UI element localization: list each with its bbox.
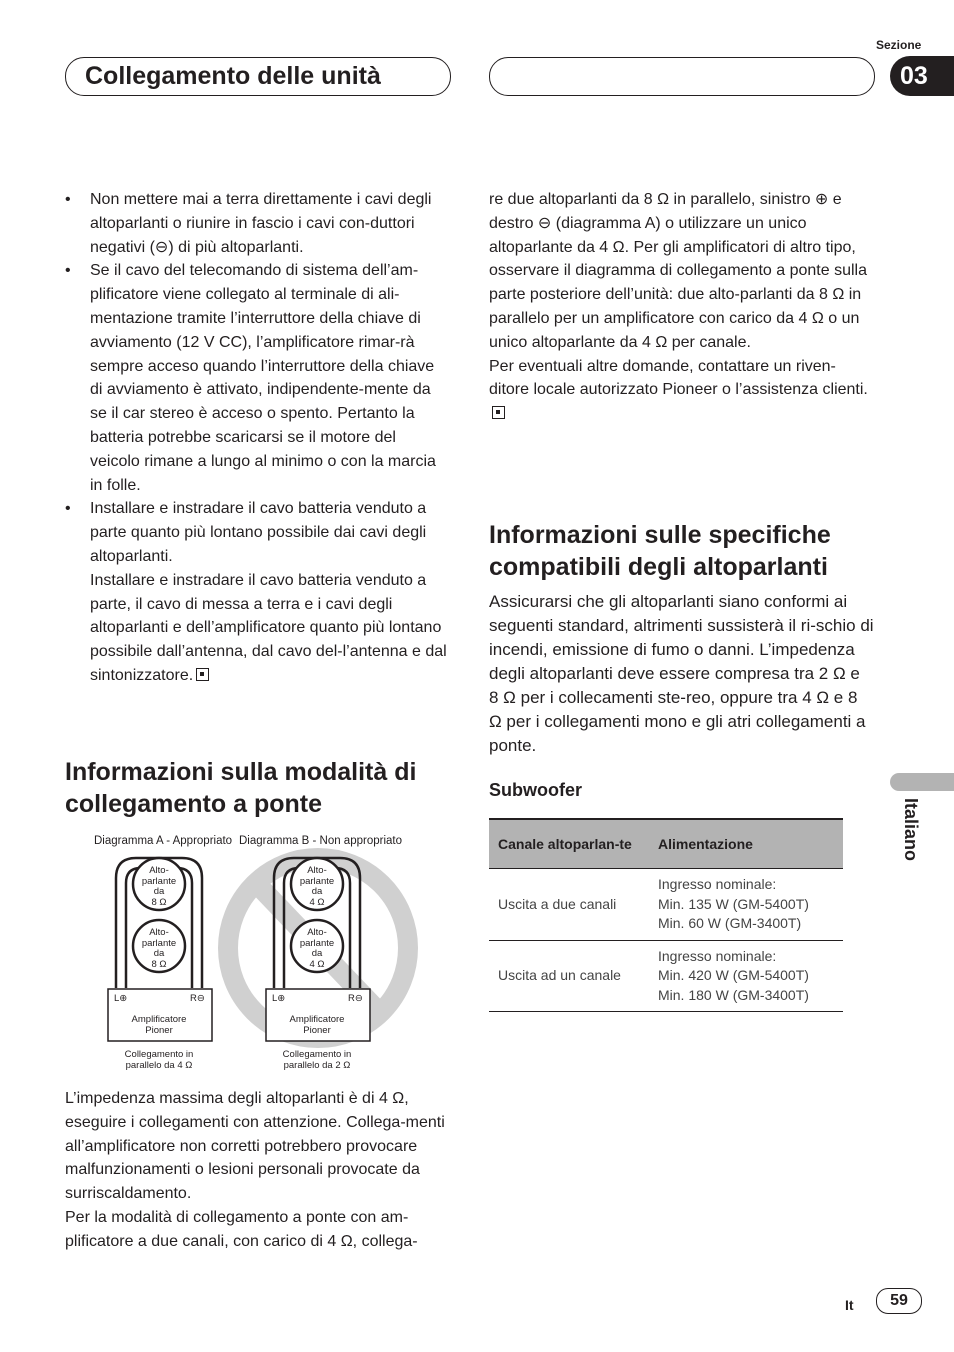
power-line: Min. 420 W (GM-5400T) — [658, 967, 809, 983]
language-tab — [890, 773, 954, 791]
paragraph: L’impedenza massima degli altoparlanti è di 4 Ω, eseguire i collegamenti con attenzione. Collega-menti all’amplificatore non corretti potrebbero provocare malfunzionamenti o lesioni personali provocate da surriscaldamento. — [65, 1090, 445, 1203]
terminal-right: R⊖ — [190, 993, 205, 1004]
table-header-row — [489, 819, 843, 869]
end-mark-icon — [196, 668, 209, 681]
table-row — [489, 940, 843, 1012]
speaker-label: Alto- — [307, 865, 327, 876]
terminal-right: R⊖ — [348, 993, 363, 1004]
power-cell — [649, 940, 843, 1012]
speaker-ohm: 8 Ω — [151, 959, 167, 970]
list-item: • Installare e instradare il cavo batteria venduto a parte quanto più lontano possibile dai cavi degli altoparlanti. Installare e instradare il cavo batteria venduto a parte, il cavo di messa a terra e i cavi degli altoparlanti e dell’amplificatore quanto più lontano possibile dall’antenna, dal cavo del-l’antenna e dal sintonizzatore. — [65, 500, 447, 684]
power-line: Min. 60 W (GM-3400T) — [658, 915, 802, 931]
bullet-text: Installare e instradare il cavo batteria venduto a parte quanto più lontano possibile dai cavi degli altoparlanti. — [90, 500, 427, 565]
header-empty-frame — [489, 57, 875, 96]
bridge-diagram — [86, 828, 426, 1076]
amp-label: Amplificatore — [289, 1014, 345, 1025]
terminal-left: L⊕ — [114, 993, 128, 1004]
list-item: • Se il cavo del telecomando di sistema dell’am-plificatore viene collegato al terminale di ali-mentazione tramite l’interruttore della chiave di avviamento (12 V CC), l’amplificatore rimar-rà sempre acceso quando l’interruttore della chiave di avviamento è attivato, indipendente-mente da se il car stereo è acceso o spento. Pertanto la batteria potrebbe scaricarsi se il motore del veicolo rimane a lungo al minimo o con la marcia in folle. — [65, 262, 436, 494]
speaker-ohm: 4 Ω — [309, 897, 325, 908]
speaker-label: Alto- — [149, 927, 169, 938]
paragraph: Per la modalità di collegamento a ponte con am-plificatore a due canali, con carico di 4 Ω, collega- — [65, 1208, 418, 1250]
chapter-title: Collegamento delle unità — [85, 62, 381, 90]
table-row — [489, 869, 843, 941]
amp-label: Pioner — [303, 1025, 331, 1036]
diagram-a-caption: parallelo da 4 Ω — [125, 1060, 193, 1071]
warning-list — [65, 188, 450, 688]
speaker-spec-heading: Informazioni sulle specifiche compatibili degli altoparlanti — [489, 521, 831, 581]
speaker-label: da — [153, 886, 165, 897]
power-line: Ingresso nominale: — [658, 876, 777, 892]
bullet-extra-text: Installare e instradare il cavo batteria venduto a parte, il cavo di messa a terra e i cavi degli altoparlanti e dell’amplificatore quanto più lontano possibile dall’antenna, dal cavo del-l’antenna e dal sintonizzatore. — [90, 571, 447, 684]
footer-language: It — [845, 1297, 854, 1313]
amp-label: Amplificatore — [131, 1014, 187, 1025]
power-line: Ingresso nominale: — [658, 947, 777, 964]
diagram-b-caption: Collegamento in — [282, 1049, 352, 1060]
language-label: Italiano — [901, 798, 921, 862]
amp-label: Pioner — [145, 1025, 173, 1036]
speaker-label: da — [153, 948, 165, 959]
speaker-label: da — [311, 948, 323, 959]
terminal-left: L⊕ — [272, 993, 286, 1004]
power-cell — [649, 869, 843, 941]
bridge-heading: Informazioni sulla modalità di collegamento a ponte — [65, 758, 417, 818]
speaker-label: parlante — [141, 938, 177, 949]
subwoofer-heading: Subwoofer — [489, 780, 582, 800]
channel-cell: Uscita ad un canale — [489, 940, 649, 1012]
spec-paragraph: Assicurarsi che gli altoparlanti siano conformi ai seguenti standard, altrimenti sussisterà il ri-schio di incendi, emissione di fumo o danni. L’impedenza degli altoparlanti deve essere compresa tra 2 Ω e 8 Ω per i collecamenti ste-reo, oppure tra 4 Ω e 8 Ω per i collegamenti mono e gli atri collegamenti a ponte. — [489, 592, 874, 755]
section-label: Sezione — [876, 38, 922, 52]
paragraph: re due altoparlanti da 8 Ω in parallelo, sinistro ⊕ e destro ⊖ (diagramma A) o utilizzare un unico altoparlante da 4 Ω. Per gli amplificatori di altro tipo, osservare il diagramma di collegamento a ponte sulla parte posteriore dell’unità: due alto-parlanti da 8 Ω in parallelo per un amplificatore con carico da 4 Ω o un unico altoparlante da 4 Ω per canale. — [489, 191, 867, 351]
speaker-label: parlante — [299, 876, 335, 887]
subwoofer-table — [489, 818, 843, 1012]
impedance-text — [65, 1087, 450, 1254]
speaker-label: parlante — [141, 876, 177, 887]
diagram-a-caption: Collegamento in — [124, 1049, 194, 1060]
diagram-b-label: Diagramma B - Non appropriato — [239, 835, 402, 847]
speaker-label: parlante — [299, 938, 335, 949]
diagram-b-caption: parallelo da 2 Ω — [283, 1060, 351, 1071]
section-number-badge: 03 — [890, 56, 954, 96]
bullet-text: Se il cavo del telecomando di sistema dell’am-plificatore viene collegato al terminale di ali-mentazione tramite l’interruttore della chiave di avviamento (12 V CC), l’amplificatore rimar-rà sempre acceso quando l’interruttore della chiave di avviamento è attivato, indipendente-mente da se il car stereo è acceso o spento. Pertanto la batteria potrebbe scaricarsi se il motore del veicolo rimane a lungo al minimo o con la marcia in folle. — [90, 262, 436, 494]
end-mark-icon — [492, 406, 505, 419]
speaker-ohm: 8 Ω — [151, 897, 167, 908]
bullet-text: Non mettere mai a terra direttamente i cavi degli altoparlanti o riunire in fascio i cavi con-duttori negativi (⊖) di più altoparlanti. — [90, 191, 432, 256]
page-number: 59 — [876, 1288, 922, 1314]
channel-cell: Uscita a due canali — [489, 869, 649, 941]
bridge-continuation — [489, 188, 874, 426]
column-header: Canale altoparlan-te — [489, 819, 649, 869]
paragraph: Per eventuali altre domande, contattare un riven-ditore locale autorizzato Pioneer o l’assistenza clienti. — [489, 357, 868, 399]
diagram-a-label: Diagramma A - Appropriato — [94, 835, 233, 847]
speaker-label: Alto- — [307, 927, 327, 938]
power-line: Min. 135 W (GM-5400T) — [658, 895, 809, 912]
speaker-label: da — [311, 886, 323, 897]
list-item: • Non mettere mai a terra direttamente i cavi degli altoparlanti o riunire in fascio i cavi con-duttori negativi (⊖) di più altoparlanti. — [65, 191, 432, 256]
speaker-label: Alto- — [149, 865, 169, 876]
speaker-ohm: 4 Ω — [309, 959, 325, 970]
column-header: Alimentazione — [649, 819, 843, 869]
power-line: Min. 180 W (GM-3400T) — [658, 986, 809, 1003]
